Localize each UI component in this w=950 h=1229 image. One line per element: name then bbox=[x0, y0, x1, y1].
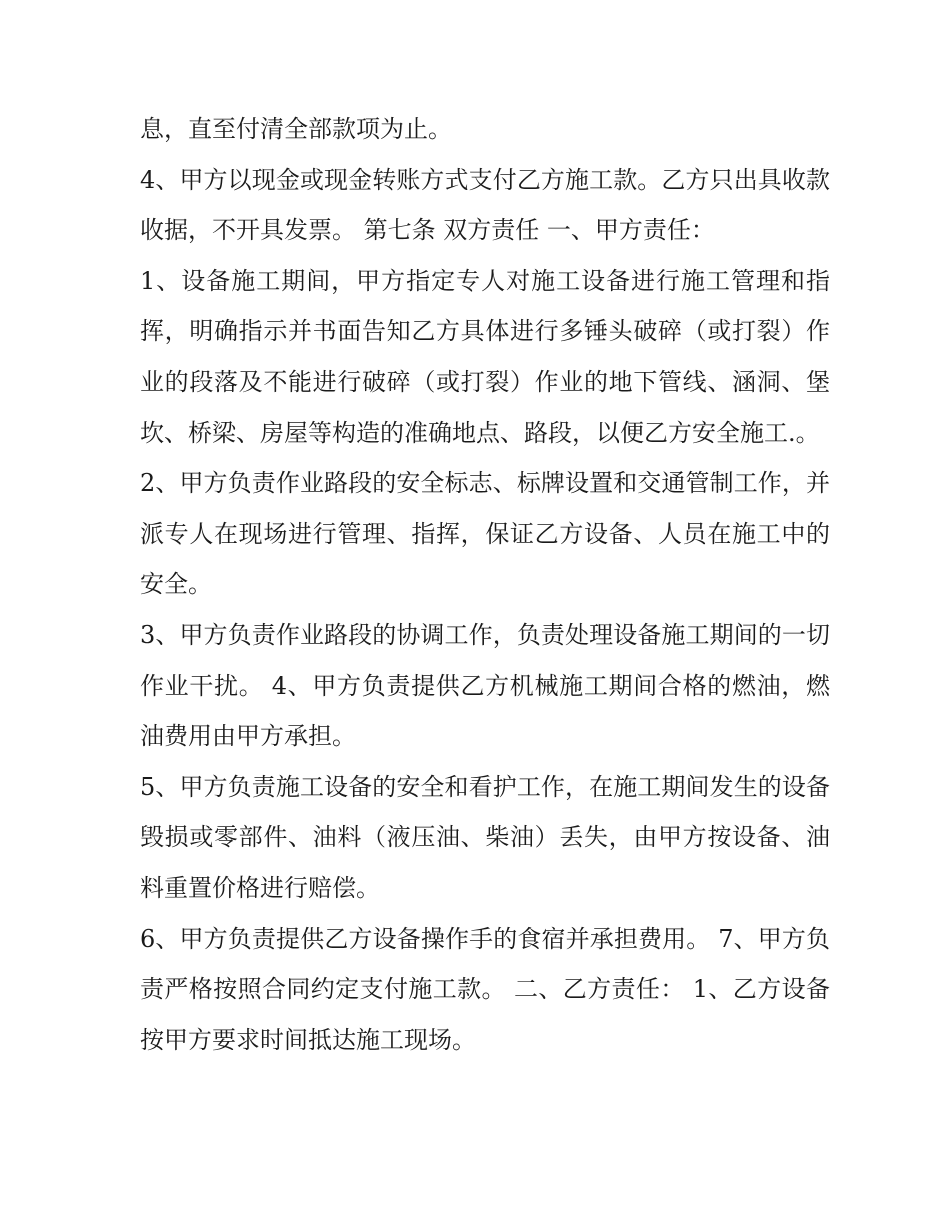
paragraph-payment-end: 息，直至付清全部款项为止。 bbox=[140, 115, 452, 143]
paragraph-party-a-duty-3: 3、甲方负责作业路段的协调工作，负责处理设备施工期间的一切作业干扰。 4、甲方负责提供乙方机械施工期间合格的燃油，燃油费用由甲方承担。 bbox=[140, 620, 830, 751]
paragraph-party-a-duty-2: 2、甲方负责作业路段的安全标志、标牌设置和交通管制工作，并派专人在现场进行管理、指挥，保证乙方设备、人员在施工中的安全。 bbox=[140, 469, 830, 599]
paragraph-payment-method: 4、甲方以现金或现金转账方式支付乙方施工款。乙方只出具收款收据，不开具发票。 第七条 双方责任 一、甲方责任： bbox=[140, 165, 830, 245]
document-body bbox=[140, 104, 830, 1065]
paragraph-party-a-duty-1: 1、设备施工期间，甲方指定专人对施工设备进行施工管理和指挥，明确指示并书面告知乙方具体进行多锤头破碎（或打裂）作业的段落及不能进行破碎（或打裂）作业的地下管线、涵洞、堡坎、桥梁、房屋等构造的准确地点、路段，以便乙方安全施工.。 bbox=[140, 266, 830, 447]
paragraph-party-a-duty-5: 5、甲方负责施工设备的安全和看护工作，在施工期间发生的设备毁损或零部件、油料（液压油、柴油）丢失，由甲方按设备、油料重置价格进行赔偿。 bbox=[140, 772, 830, 902]
paragraph-party-a-duty-6: 6、甲方负责提供乙方设备操作手的食宿并承担费用。 7、甲方负责严格按照合同约定支付施工款。 二、乙方责任： 1、乙方设备按甲方要求时间抵达施工现场。 bbox=[140, 924, 830, 1054]
